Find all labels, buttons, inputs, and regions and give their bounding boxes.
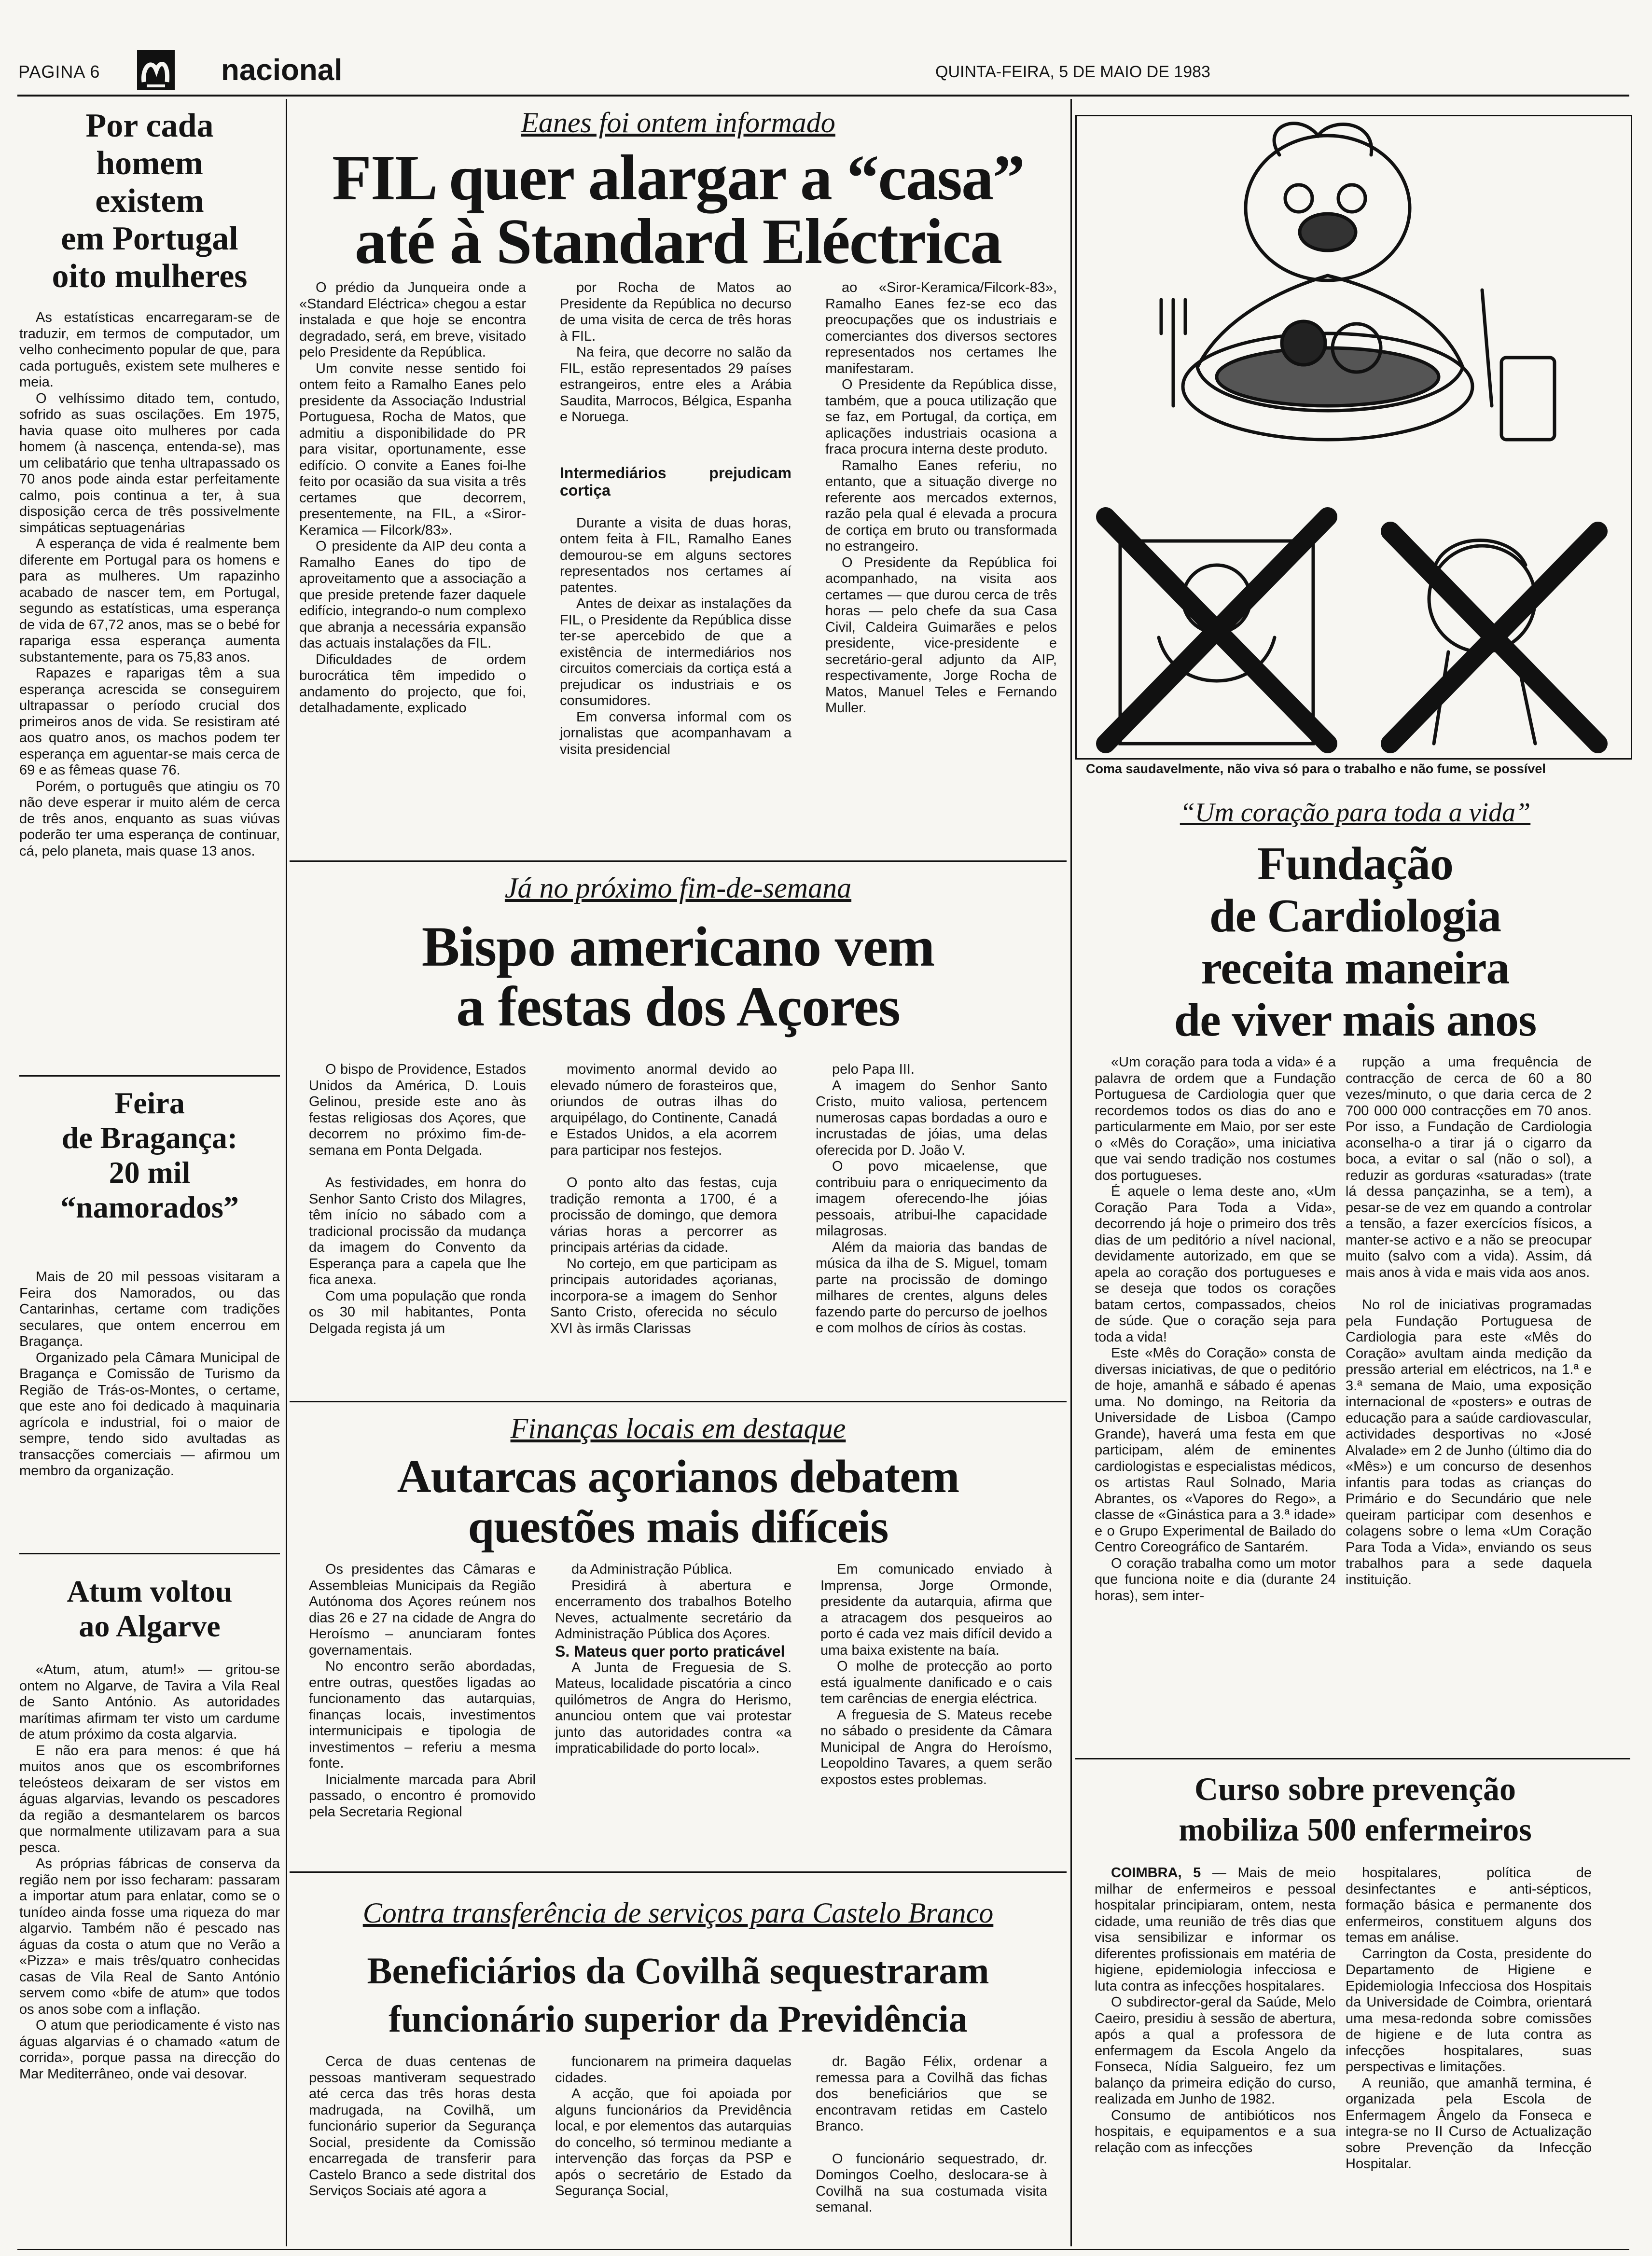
headline: [290, 1452, 1067, 1552]
dateline: COIMBRA, 5: [1111, 1865, 1201, 1881]
paragraph: Antes de deixar as instalações da FIL, o Presidente da República disse ter-se apercebido de que a existência de intermediários nos circuitos comerciais da cortiça está a prejudicar os industriais e os consumidores.: [560, 596, 791, 708]
headline-line: Curso sobre prevenção: [1194, 1771, 1516, 1807]
paragraph: Ramalho Eanes referiu, no entanto, que a situação diverge no referente aos mercados externos, razão pela qual é elevada a procura de cortiça em bruto ou transformada no estrangeiro.: [825, 457, 1057, 554]
column-divider: [1070, 99, 1072, 2246]
article-fil: [290, 102, 1067, 850]
headline-line: Bispo americano vem: [421, 915, 935, 978]
paragraph: Durante a visita de duas horas, ontem feita à FIL, Ramalho Eanes demourou-se em alguns sectores representados nos certames aí patentes.: [560, 515, 791, 595]
paragraph: por Rocha de Matos ao Presidente da República no decurso de uma visita de cerca de três horas à FIL.: [560, 280, 791, 344]
paragraph: As festividades, em honra do Senhor Santo Cristo dos Milagres, têm início no sábado com a tradicional procissão da mudança da imagem do Convento da Esperança para a capela que lhe fica anexa.: [309, 1175, 526, 1287]
headline-line: existem: [95, 182, 204, 220]
kicker: “Um coração para toda a vida”: [1180, 798, 1531, 828]
article-column: [820, 1562, 1052, 1788]
cartoon-caption: Coma saudavelmente, não viva só para o trabalho e não fume, se possível: [1086, 761, 1546, 776]
headline-line: receita maneira: [1201, 942, 1510, 994]
article-column: [309, 2054, 536, 2200]
paragraph: Mais de 20 mil pessoas visitaram a Feira dos Namorados, ou das Cantarinhas, certame com tradições seculares, que ontem encerrou em Bragança.: [19, 1269, 280, 1349]
headline-line: Fundação: [1257, 838, 1453, 890]
article-autarcas: [290, 1408, 1067, 1871]
article-column: [555, 2054, 791, 2200]
paragraph: No cortejo, em que participam as principais autoridades açorianas, incorpora-se a imagem do Senhor Santo Cristo, oferecida no século XVI às irmãs Clarissas: [550, 1256, 777, 1336]
article-column: [309, 1562, 536, 1820]
headline: [290, 142, 1067, 277]
article-column: [816, 2054, 1047, 2216]
headline-line: FIL quer alargar a “casa”: [332, 142, 1024, 213]
paragraph: dr. Bagão Félix, ordenar a remessa para a Covilhã das fichas dos beneficiários que se encontravam retidas em Castelo Branco.: [816, 2054, 1047, 2134]
article-divider: [290, 860, 1067, 862]
article-divider: [19, 1075, 280, 1077]
paragraph: O Presidente da República disse, também, que a pouca utilização que se faz, em Portugal, da cortiça, em aplicações industriais ocasiona a fraca procura interna deste produto.: [825, 377, 1057, 457]
headline-line: Atum voltou: [67, 1574, 233, 1608]
paragraph: Este «Mês do Coração» consta de diversas iniciativas, de que o peditório de hoje, amanhã e sábado é apenas uma. No domingo, na Reitoria da Universidade de Lisboa (Campo Grande), haverá uma festa em que participam, além de eminentes cardiologistas e especialistas médicos, os artistas Raul Solnado, Maria Abrantes, os «Vapores do Rego», a classe de «Ginástica para a 3.ª idade» e o Grupo Experimental de Bailado do Centro Coreográfico de Santarém.: [1095, 1345, 1336, 1555]
headline-line: de Cardiologia: [1209, 890, 1501, 942]
article-bispo: [290, 869, 1067, 1390]
paragraph: Com uma população que ronda os 30 mil habitantes, Ponta Delgada regista já um: [309, 1288, 526, 1336]
headline-line: Feira: [114, 1086, 185, 1120]
article-body: [19, 310, 280, 859]
article-column: [825, 280, 1057, 717]
paragraph: A acção, que foi apoiada por alguns funcionários da Previdência local, e por elementos das autarquias do concelho, só terminou mediante a intervenção das forças da PSP e após o secretário de Estado da Segurança Social,: [555, 2086, 791, 2199]
headline-line: “namorados”: [60, 1190, 239, 1224]
headline-line: em Portugal: [61, 220, 238, 257]
article-column: [1095, 1865, 1336, 2156]
paragraph: A esperança de vida é realmente bem diferente em Portugal para os homens e para as mulheres. Um rapazinho acabado de nascer tem, em Portugal, segundo as estatísticas, uma esperança de vida de 67,72 anos, mas se o bebé for rapariga essa esperança aumenta substantemente, para os 75,83 anos.: [19, 536, 280, 665]
article-column: [1346, 1054, 1592, 1588]
paragraph: ao «Siror-Keramica/Filcork-83», Ramalho Eanes fez-se eco das preocupações que os industriais e comerciantes dos diversos sectores representados nos certames lhe manifestaram.: [825, 280, 1057, 376]
page-number: PAGINA 6: [18, 62, 100, 82]
article-atum-algarve: [19, 1574, 280, 2082]
paragraph: A freguesia de S. Mateus recebe no sábado o presidente da Câmara Municipal de Angra do Heroísmo, Leopoldino Tavares, a quem serão expostos estes problemas.: [820, 1707, 1052, 1787]
paragraph: «Atum, atum, atum!» — gritou-se ontem no Algarve, de Tavira a Vila Real de Santo António. As autoridades marítimas afirmam ter visto um cardume de atum próximo da costa algarvia.: [19, 1662, 280, 1742]
headline-line: Autarcas açorianos debatem: [397, 1451, 959, 1503]
cartoon-illustration: [1075, 115, 1632, 760]
paragraph: Na feira, que decorre no salão da FIL, estão representados 29 países estrangeiros, entre eles a Arábia Saudita, Marrocos, Bélgica, Espanha e Noruega.: [560, 345, 791, 425]
masthead-rule: [17, 95, 1629, 97]
article-covilha: [290, 1896, 1067, 2249]
article-body: [19, 1662, 280, 2082]
headline-line: Beneficiários da Covilhã sequestraram: [367, 1950, 989, 1992]
page-bottom-rule: [17, 2249, 1629, 2250]
headline-line: mobiliza 500 enfermeiros: [1179, 1811, 1532, 1848]
paragraph: — Mais de meio milhar de enfermeiros e pessoal hospitalar principiaram, ontem, nesta cidade, uma reunião de três dias que visa sensibilizar e informar os diferentes profissionais em matéria de higiene, epidemiologia infecciosa e luta contra as infecções hospitalares.: [1095, 1865, 1336, 1994]
headline-line: de Bragança:: [61, 1121, 238, 1155]
issue-date: QUINTA-FEIRA, 5 DE MAIO DE 1983: [935, 63, 1210, 81]
article-divider: [19, 1553, 280, 1554]
paragraph: O povo micaelense, que contribuiu para o enriquecimento da imagem oferecendo-lhe jóias pessoais, atribui-lhe capacidade milagrosas.: [816, 1159, 1047, 1239]
paragraph: Dificuldades de ordem burocrática têm impedido o andamento do projecto, que foi, detalhadamente, explicado: [299, 651, 526, 716]
paragraph: As estatísticas encarregaram-se de traduzir, em termos de computador, um velho conhecimento popular de que, para cada português, existem sete mulheres e meia.: [19, 310, 280, 390]
paragraph: E não era para menos: é que há muitos anos que os escombrifornes teleósteos deixaram de ser vistos em águas algarvias, levando os pescadores da região a desmantelarem os barcos que normalmente utilizavam para a sua pesca.: [19, 1743, 280, 1855]
newspaper-logo-icon: [137, 48, 175, 92]
paragraph: movimento anormal devido ao elevado número de forasteiros que, oriundos de outras ilhas do arquipélago, do Continente, Canadá e Estados Unidos, a ela acorrem para participar nos festejos.: [550, 1062, 777, 1158]
article-column: [299, 280, 526, 717]
paragraph: O coração trabalha como um motor que funciona noite e dia (durante 24 horas), sem inter-: [1095, 1555, 1336, 1604]
headline-line: ao Algarve: [79, 1609, 221, 1643]
paragraph: rupção a uma frequência de contracção de cerca de 60 a 80 vezes/minuto, o que daria cerca de 2 700 000 000 contracções em 70 anos. Por isso, a Fundação de Cardiologia aconselha-o a tirar já o cigarro da boca, a evitar o sal (não o sol), a reduzir as gorduras «saturadas» (trate lá dessa pançazinha, se a tem), a pesar-se de vez em quando a controlar a tensão, a fazer exercícios físicos, a manter-se activo e a não se preocupar muito (salvo com a vida). Assim, dá mais anos à vida e mais vida aos anos.: [1346, 1054, 1592, 1280]
paragraph: O atum que periodicamente é visto nas águas algarvias é o chamado «atum de corrida», porque passa na direcção do Mar Mediterrâneo, onde vai desovar.: [19, 2018, 280, 2082]
paragraph: A imagem do Senhor Santo Cristo, muito valiosa, pertencem numerosas capas bordadas a ouro e incrustadas de jóias, uma delas oferecida por D. João V.: [816, 1078, 1047, 1158]
paragraph: A reunião, que amanhã termina, é organizada pela Escola de Enfermagem Ângelo da Fonseca e integra-se no II Curso de Actualização sobre Prevenção da Infecção Hospitalar.: [1346, 2075, 1592, 2172]
paragraph: Rapazes e raparigas têm a sua esperança acrescida se conseguirem ultrapassar o período crucial dos primeiros anos de vida. Se resistiram até aos quatro anos, os machos podem ter esperança em aguentar-se mais cerca de 69 e as fêmeas quase 76.: [19, 665, 280, 778]
paragraph: Um convite nesse sentido foi ontem feito a Ramalho Eanes pelo presidente da Associação Industrial Portuguesa, Rocha de Matos, que admitiu a disponibilidade do PR para visitar, oportunamente, esse edifício. O convite a Eanes foi-lhe feito por ocasião da sua visita a três certames que decorrem, presentemente, na FIL, a «Siror-Keramica — Filcork/83».: [299, 360, 526, 538]
paragraph: Presidirá à abertura e encerramento dos trabalhos Botelho Neves, actualmente secretário da Administração Pública dos Açores.: [555, 1578, 791, 1642]
paragraph: O presidente da AIP deu conta a Ramalho Eanes do tipo de aproveitamento que a associação a que preside pretende fazer daquele edifício, integrando-o num complexo que abranja a necessária expansão das actuais instalações da FIL.: [299, 539, 526, 651]
paragraph: Organizado pela Câmara Municipal de Bragança e Comissão de Turismo da Região de Trás-os-Montes, o certame, que este ano foi dedicado à maquinaria agrícola e industrial, foi o maior de sempre, tendo sido avultadas as transacções comerciais — afirmou um membro da organização.: [19, 1350, 280, 1479]
section-name: nacional: [221, 54, 343, 87]
headline: [290, 917, 1067, 1037]
headline: [19, 1086, 280, 1225]
paragraph: O ponto alto das festas, cuja tradição remonta a 1700, é a procissão de domingo, que demora várias horas a percorrer as principais artérias da cidade.: [550, 1175, 777, 1255]
headline-line: questões mais difíceis: [468, 1501, 888, 1553]
paragraph: É aquele o lema deste ano, «Um Coração Para Toda a Vida», decorrendo já hoje o primeiro dos três dias de um peditório a nível nacional, devidamente autorizado, em que se apela ao coração dos portugueses e se deseja que todos os corações batam certos, compassados, cheios de súde. Que o coração seja para toda a vida!: [1095, 1184, 1336, 1345]
paragraph: Os presidentes das Câmaras e Assembleias Municipais da Região Autónoma dos Açores reúnem nos dias 26 e 27 na cidade de Angra do Heroísmo – anunciaram fontes governamentais.: [309, 1562, 536, 1658]
headline-line: funcionário superior da Previdência: [389, 1998, 968, 2040]
paragraph: Em conversa informal com os jornalistas que acompanhavam a visita presidencial: [560, 709, 791, 757]
paragraph: Consumo de antibióticos nos hospitais, e equipamentos e a sua relação com as infecções: [1095, 2107, 1336, 2156]
kicker: Finanças locais em destaque: [510, 1412, 846, 1444]
paragraph: No encontro serão abordadas, entre outras, questões ligadas ao funcionamento das autarquias, finanças locais, investimentos intermunicipais e tipologia de investimentos – referiu a mesma fonte.: [309, 1659, 536, 1771]
paragraph: Cerca de duas centenas de pessoas mantiveram sequestrado até cerca das três horas desta madrugada, na Covilhã, um funcionário superior da Segurança Social, presidente da Comissão encarregada de transferir para Castelo Branco a sede distrital dos Serviços Sociais até agora a: [309, 2054, 536, 2199]
column-divider: [286, 99, 287, 2246]
kicker: Contra transferência de serviços para Castelo Branco: [362, 1897, 994, 1929]
paragraph: As próprias fábricas de conserva da região nem por isso fecharam: passaram a importar atum para enlatar, como se o tunídeo ainda fosse uma riqueza do mar algarvio. Também não é pescado nas águas da costa o atum que no Verão a «Pizza» e mais três/quatro conhecidas casas de Vila Real de Santo António servem como «bife de atum» que todos os anos sobe com a inflação.: [19, 1856, 280, 2017]
headline: [1075, 1769, 1635, 1850]
paragraph: da Administração Pública.: [571, 1562, 733, 1577]
paragraph: O funcionário sequestrado, dr. Domingos Coelho, deslocara-se à Covilhã na sua costumada visita semanal.: [816, 2151, 1047, 2215]
paragraph: O Presidente da República foi acompanhado, na visita aos certames — que durou cerca de três horas — pelo chefe da sua Casa Civil, Caldeira Guimarães e pelos presidente, vice-presidente e secretário-geral adjunto da AIP, respectivamente, Jorge Rocha de Matos, Manuel Teles e Fernando Muller.: [825, 554, 1057, 716]
paragraph: Carrington da Costa, presidente do Departamento de Higiene e Epidemiologia Infecciosa dos Hospitais da Universidade de Coimbra, orientará uma mesa-redonda sobre comissões de higiene e de luta contra as infecções hospitalares, suas perspectivas e limitações.: [1346, 1946, 1592, 2075]
headline-line: homem: [96, 145, 203, 182]
paragraph: No rol de iniciativas programadas pela Fundação Portuguesa de Cardiologia para este «Mês do Coração» avultam ainda medição da pressão arterial em eléctricos, na 1.ª e 3.ª semana de Maio, uma exposição internacional de «posters» e outras de educação para a saúde cardiovascular, actividades desportivas no «José Alvalade» em 2 de Junho (último dia do «Mês») e um concurso de desenhos infantis para todas as crianças do Primário e do Secundário que nele queiram participar com desenhos e colagens sobre o lema «Um Coração Para Toda a Vida», enviando os seus trabalhos para a sede daquela instituição.: [1346, 1297, 1592, 1588]
headline-line: a festas dos Açores: [456, 975, 900, 1038]
paragraph: O prédio da Junqueira onde a «Standard Eléctrica» chegou a estar instalada e que hoje se encontra degradado, será, em breve, visitado pelo Presidente da República.: [299, 280, 526, 360]
kicker: Já no próximo fim-de-semana: [504, 872, 852, 904]
headline-line: de viver mais anos: [1174, 994, 1537, 1046]
paragraph: funcionarem na primeira daquelas cidades.: [555, 2054, 791, 2086]
cartoon-drawing: [1077, 116, 1631, 758]
paragraph: Em comunicado enviado à Imprensa, Jorge Ormonde, presidente da autarquia, afirma que a atracagem dos pesqueiros ao porto é cada vez mais difícil devido a uma baixa existente na baía.: [820, 1562, 1052, 1658]
paragraph: Porém, o português que atingiu os 70 não deve esperar ir muito além de cerca de três anos, enquanto as suas viúvas poderão ter uma esperança de continuar, cá, pelo planeta, mais quase 13 anos.: [19, 778, 280, 859]
article-column: [1346, 1865, 1592, 2173]
article-divider: [290, 1401, 1067, 1402]
article-oito-mulheres: [19, 107, 280, 859]
kicker: Eanes foi ontem informado: [521, 107, 835, 138]
subheading: S. Mateus quer porto praticável: [555, 1642, 785, 1660]
article-fundacao: [1075, 791, 1635, 1747]
article-body: [19, 1269, 280, 1480]
paragraph: A Junta de Freguesia de S. Mateus, localidade piscatória a cinco quilómetros de Angra do Herismo, anunciou ontem que vai protestar junto das autoridades contra «a impraticabilidade do porto local».: [555, 1660, 791, 1756]
paragraph: «Um coração para toda a vida» é a palavra de ordem que a Fundação Portuguesa de Cardiologia quer que recordemos todos os dias do ano e particularmente em Maio, por ser este o «Mês do Coração», uma iniciativa que vai sendo tradição nos costumes dos portugueses.: [1095, 1054, 1336, 1183]
paragraph: O molhe de protecção ao porto está igualmente danificado e o cais tem carências de energia eléctrica.: [820, 1659, 1052, 1706]
headline-line: Por cada: [85, 107, 214, 144]
article-curso: [1075, 1769, 1635, 2251]
masthead: [18, 48, 1650, 92]
article-column: [309, 1062, 526, 1337]
paragraph: pelo Papa III.: [832, 1062, 915, 1077]
paragraph: Além da maioria das bandas de música da ilha de S. Miguel, tomam parte na procissão de domingo milhares de crentes, alguns deles fazendo parte do percurso de joelhos e com molhos de círios às costas.: [816, 1239, 1047, 1336]
headline-line: oito mulheres: [52, 258, 248, 295]
headline-line: até à Standard Eléctrica: [354, 206, 1002, 277]
paragraph: O subdirector-geral da Saúde, Melo Caeiro, presidiu à sessão de abertura, após a qual a professora de enfermagem da Escola Angelo da Fonseca, Nídia Salgueiro, fez um balanço da primeira edição do curso, realizada em Junho de 1982.: [1095, 1994, 1336, 2107]
subheading: Intermediários prejudicam cortiça: [560, 464, 791, 499]
article-column: [1095, 1054, 1336, 1604]
headline: [290, 1947, 1067, 2043]
article-feira-braganca: [19, 1086, 280, 1479]
article-column: [555, 1562, 791, 1757]
article-column: [550, 1062, 777, 1337]
article-divider: [1075, 1758, 1630, 1759]
paragraph: hospitalares, política de desinfectantes e anti-sépticos, formação básica e permanente dos enfermeiros, constituem alguns dos temas em análise.: [1346, 1865, 1592, 1945]
headline-line: 20 mil: [109, 1155, 191, 1190]
paragraph: Inicialmente marcada para Abril passado, o encontro é promovido pela Secretaria Regional: [309, 1772, 536, 1820]
article-column: [560, 280, 791, 758]
headline: [1075, 838, 1635, 1046]
paragraph: O bispo de Providence, Estados Unidos da América, D. Louis Gelinou, preside este ano às festas religiosas dos Açores, que decorrem no próximo fim-de-semana em Ponta Delgada.: [309, 1062, 526, 1158]
article-column: [816, 1062, 1047, 1337]
headline: [19, 1574, 280, 1644]
paragraph: O velhíssimo ditado tem, contudo, sofrido as suas oscilações. Em 1975, havia quase oito mulheres por cada homem (à nascença, entenda-se), mas um celibatário que tenha ultrapassado os 70 anos pode ainda estar perfeitamente calmo, pois continua a ter, à sua disposição cerca de três possivelmente simpáticas septuagenárias: [19, 390, 280, 536]
headline: [19, 107, 280, 295]
article-divider: [290, 1871, 1067, 1873]
